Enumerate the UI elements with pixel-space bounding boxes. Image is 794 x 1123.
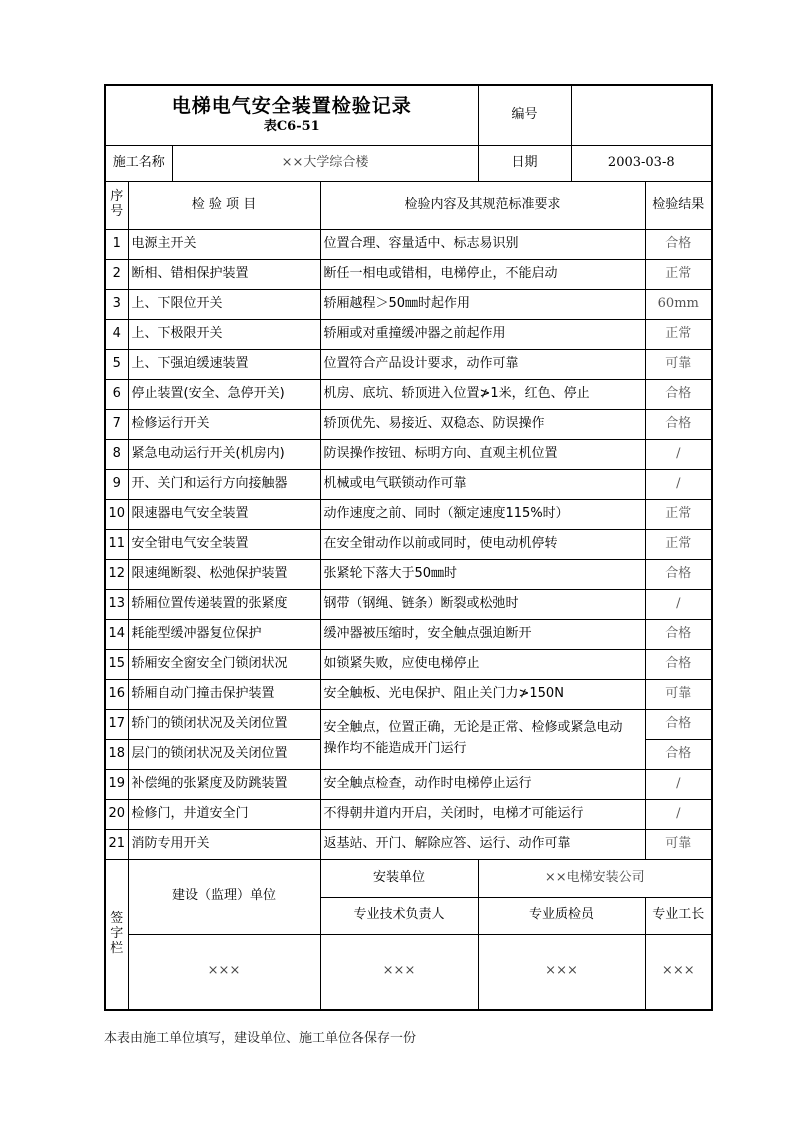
row-item: 消防专用开关: [128, 829, 320, 859]
row-number: 16: [105, 679, 128, 709]
table-row: [105, 559, 712, 589]
inspection-table: [104, 84, 713, 1011]
seq-header: [105, 181, 128, 229]
row-content: 如锁紧失败，应使电梯停止: [320, 649, 645, 679]
row-item: 安全钳电气安全装置: [128, 529, 320, 559]
tech-lead-signature[interactable]: ×××: [320, 934, 478, 1010]
signature-label: 签字栏: [110, 910, 124, 956]
row-number: 4: [105, 319, 128, 349]
inspection-form: [104, 84, 711, 1011]
row-number: 3: [105, 289, 128, 319]
row-result[interactable]: 正常: [645, 319, 712, 349]
foreman-label: 专业工长: [645, 897, 712, 934]
row-result[interactable]: /: [645, 769, 712, 799]
row-content: 机房、底坑、轿顶进入位置≯1米，红色、停止: [320, 379, 645, 409]
seq-header-text: 序号: [110, 189, 124, 219]
row-content: 缓冲器被压缩时，安全触点强迫断开: [320, 619, 645, 649]
row-result[interactable]: /: [645, 469, 712, 499]
installer-value[interactable]: ××电梯安装公司: [478, 859, 712, 897]
row-content: 动作速度之前、同时（额定速度115%时）: [320, 499, 645, 529]
row-result[interactable]: 正常: [645, 499, 712, 529]
table-row: [105, 379, 712, 409]
footer-note: 本表由施工单位填写，建设单位、施工单位各保存一份: [104, 1031, 417, 1046]
row-result[interactable]: /: [645, 589, 712, 619]
owner-label: 建设（监理）单位: [128, 859, 320, 934]
table-row: [105, 769, 712, 799]
row-number: 15: [105, 649, 128, 679]
table-row: [105, 349, 712, 379]
row-item: 补偿绳的张紧度及防跳装置: [128, 769, 320, 799]
row-result[interactable]: 正常: [645, 529, 712, 559]
row-number: 2: [105, 259, 128, 289]
table-row: [105, 259, 712, 289]
table-row: [105, 679, 712, 709]
table-row: [105, 499, 712, 529]
inspector-signature[interactable]: ×××: [478, 934, 645, 1010]
row-result[interactable]: 可靠: [645, 829, 712, 859]
row-result[interactable]: 可靠: [645, 679, 712, 709]
row-item: 轿门的锁闭状况及关闭位置: [128, 709, 320, 739]
row-number: 6: [105, 379, 128, 409]
table-row: [105, 799, 712, 829]
row-content: 在安全钳动作以前或同时，使电动机停转: [320, 529, 645, 559]
row-item: 限速绳断裂、松弛保护装置: [128, 559, 320, 589]
row-number: 13: [105, 589, 128, 619]
row-number: 10: [105, 499, 128, 529]
date-value[interactable]: 2003-03-8: [571, 145, 712, 181]
content-header: 检验内容及其规范标准要求: [320, 181, 645, 229]
form-code: 表C6-51: [263, 118, 320, 134]
row-number: 17: [105, 709, 128, 739]
row-result[interactable]: 合格: [645, 619, 712, 649]
row-result[interactable]: 合格: [645, 739, 712, 769]
installer-label: 安装单位: [320, 859, 478, 897]
row-number: 14: [105, 619, 128, 649]
row-content: 不得朝井道内开启，关闭时，电梯才可能运行: [320, 799, 645, 829]
row-number: 20: [105, 799, 128, 829]
row-item: 开、关门和运行方向接触器: [128, 469, 320, 499]
row-item: 上、下限位开关: [128, 289, 320, 319]
row-number: 8: [105, 439, 128, 469]
table-row: [105, 829, 712, 859]
row-content: 安全触点，位置正确，无论是正常、检修或紧急电动操作均不能造成开门运行: [320, 709, 645, 769]
row-item: 检修门，井道安全门: [128, 799, 320, 829]
row-result[interactable]: 正常: [645, 259, 712, 289]
row-number: 5: [105, 349, 128, 379]
row-result[interactable]: 合格: [645, 229, 712, 259]
tech-lead-label: 专业技术负责人: [320, 897, 478, 934]
number-label: 编号: [478, 85, 571, 145]
row-item: 上、下强迫缓速装置: [128, 349, 320, 379]
row-item: 电源主开关: [128, 229, 320, 259]
table-row: [105, 529, 712, 559]
row-number: 7: [105, 409, 128, 439]
owner-signature[interactable]: ×××: [128, 934, 320, 1010]
row-result[interactable]: 合格: [645, 709, 712, 739]
row-result[interactable]: 合格: [645, 409, 712, 439]
table-row: [105, 619, 712, 649]
row-item: 断相、错相保护装置: [128, 259, 320, 289]
row-item: 轿厢自动门撞击保护装置: [128, 679, 320, 709]
row-content: 轿厢越程＞50㎜时起作用: [320, 289, 645, 319]
row-number: 19: [105, 769, 128, 799]
row-content: 钢带（钢绳、链条）断裂或松弛时: [320, 589, 645, 619]
row-number: 1: [105, 229, 128, 259]
table-row: [105, 709, 712, 739]
row-result[interactable]: 60mm: [645, 289, 712, 319]
row-content: 安全触点检查，动作时电梯停止运行: [320, 769, 645, 799]
row-number: 12: [105, 559, 128, 589]
row-number: 21: [105, 829, 128, 859]
foreman-signature[interactable]: ×××: [645, 934, 712, 1010]
table-row: [105, 229, 712, 259]
table-row: [105, 289, 712, 319]
row-content: 位置符合产品设计要求，动作可靠: [320, 349, 645, 379]
form-title: 电梯电气安全装置检验记录: [171, 94, 412, 117]
row-content: 安全触板、光电保护、阻止关门力≯150N: [320, 679, 645, 709]
item-header: 检 验 项 目: [128, 181, 320, 229]
signature-label-cell: [105, 859, 128, 1010]
rows-body: [105, 229, 712, 859]
project-name-value[interactable]: ××大学综合楼: [172, 145, 478, 181]
row-content: 返基站、开门、解除应答、运行、动作可靠: [320, 829, 645, 859]
row-result[interactable]: /: [645, 439, 712, 469]
result-header: 检验结果: [645, 181, 712, 229]
row-content: 断任一相电或错相，电梯停止，不能启动: [320, 259, 645, 289]
row-result[interactable]: /: [645, 799, 712, 829]
row-item: 检修运行开关: [128, 409, 320, 439]
row-result[interactable]: 合格: [645, 649, 712, 679]
row-result[interactable]: 合格: [645, 379, 712, 409]
row-item: 耗能型缓冲器复位保护: [128, 619, 320, 649]
row-item: 上、下极限开关: [128, 319, 320, 349]
row-content: 机械或电气联锁动作可靠: [320, 469, 645, 499]
row-item: 层门的锁闭状况及关闭位置: [128, 739, 320, 769]
row-item: 轿厢位置传递装置的张紧度: [128, 589, 320, 619]
project-name-label: 施工名称: [105, 145, 172, 181]
table-row: [105, 589, 712, 619]
row-result[interactable]: 可靠: [645, 349, 712, 379]
row-item: 停止装置(安全、急停开关): [128, 379, 320, 409]
row-number: 11: [105, 529, 128, 559]
row-content: 防误操作按钮、标明方向、直观主机位置: [320, 439, 645, 469]
number-value[interactable]: [571, 85, 712, 145]
form-title-cell: [105, 85, 478, 145]
row-content: 张紧轮下落大于50㎜时: [320, 559, 645, 589]
row-content: 轿顶优先、易接近、双稳态、防误操作: [320, 409, 645, 439]
row-result[interactable]: 合格: [645, 559, 712, 589]
inspector-label: 专业质检员: [478, 897, 645, 934]
table-row: [105, 409, 712, 439]
row-content: 轿厢或对重撞缓冲器之前起作用: [320, 319, 645, 349]
row-number: 9: [105, 469, 128, 499]
row-item: 轿厢安全窗安全门锁闭状况: [128, 649, 320, 679]
date-label: 日期: [478, 145, 571, 181]
row-number: 18: [105, 739, 128, 769]
table-row: [105, 319, 712, 349]
row-content: 位置合理、容量适中、标志易识别: [320, 229, 645, 259]
table-row: [105, 469, 712, 499]
row-item: 限速器电气安全装置: [128, 499, 320, 529]
table-row: [105, 649, 712, 679]
table-row: [105, 439, 712, 469]
row-item: 紧急电动运行开关(机房内): [128, 439, 320, 469]
